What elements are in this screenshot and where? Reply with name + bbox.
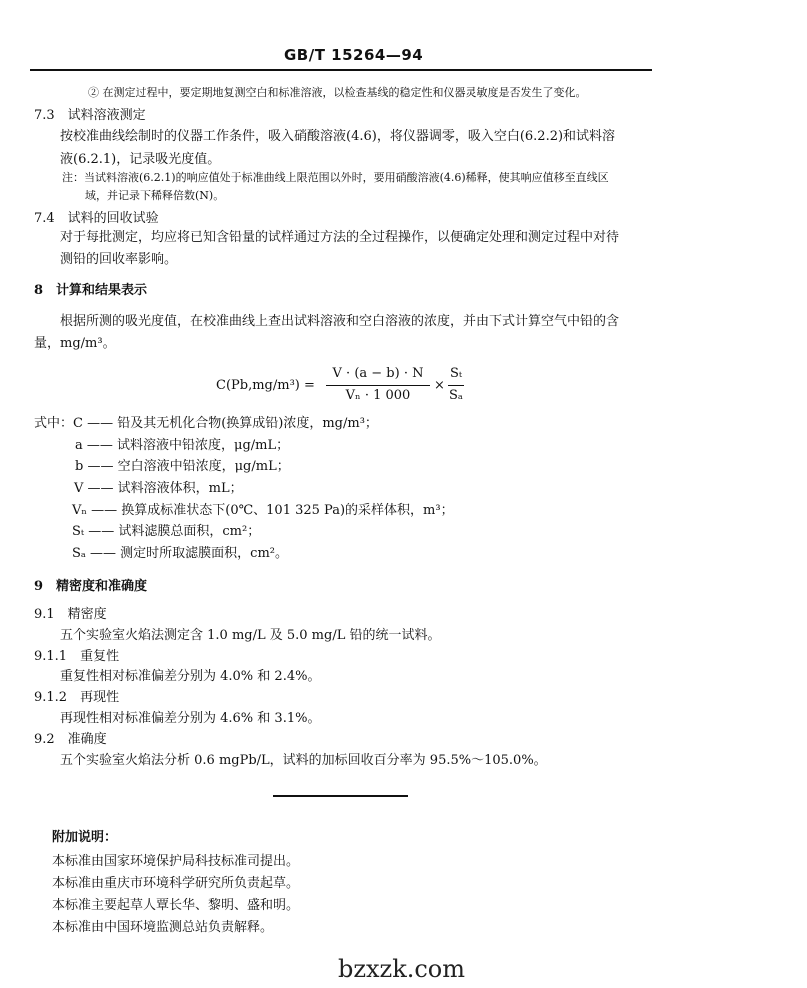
para-7-3-line1: 按校准曲线绘制时的仪器工作条件，吸入硝酸溶液(4.6)，将仪器调零，吸入空白(6.2.2)和试料溶: [60, 129, 616, 144]
para-8-line2: 量，mg/m³。: [34, 336, 116, 351]
formula-numerator: V · (a − b) · N: [332, 366, 424, 381]
formula-denominator: Vₙ · 1 000: [345, 388, 411, 403]
formula-ratio-bar: [448, 385, 464, 386]
appendix-line-2: 本标准由重庆市环境科学研究所负责起草。: [52, 876, 300, 891]
header-rule: [30, 69, 652, 71]
para-8-line1: 根据所测的吸光度值，在校准曲线上查出试料溶液和空白溶液的浓度，并由下式计算空气中铅的含: [60, 314, 620, 329]
heading-7-3: 7.3 试料溶液测定: [34, 108, 146, 123]
para-7-4-line2: 测铅的回收率影响。: [60, 252, 178, 267]
note-top: ② 在测定过程中，要定期地复测空白和标准溶液，以检查基线的稳定性和仪器灵敏度是否发生了变化。: [88, 86, 587, 99]
para-9-2: 五个实验室火焰法分析 0.6 mgPb/L，试料的加标回收百分率为 95.5%～105.0%。: [60, 753, 547, 768]
formula-st: Sₜ: [449, 366, 463, 381]
heading-9-1-2: 9.1.2 再现性: [34, 690, 120, 705]
heading-9-1-1: 9.1.1 重复性: [34, 649, 120, 664]
appendix-line-3: 本标准主要起草人覃长华、黎明、盛和明。: [52, 898, 300, 913]
def-b: b —— 空白溶液中铅浓度，μg/mL；: [75, 459, 290, 474]
note-7-3-line1: 注：当试料溶液(6.2.1)的响应值处于标准曲线上限范围以外时，要用硝酸溶液(4.6)稀释，使其响应值移至直线区: [62, 171, 609, 184]
heading-7-4: 7.4 试料的回收试验: [34, 211, 159, 226]
para-9-1: 五个实验室火焰法测定含 1.0 mg/L 及 5.0 mg/L 铅的统一试料。: [60, 628, 441, 643]
heading-8: 8 计算和结果表示: [34, 283, 148, 298]
formula-lhs: C(Pb,mg/m³) =: [216, 378, 315, 393]
def-a: a —— 试料溶液中铅浓度，μg/mL；: [75, 438, 290, 453]
standard-code: GB/T 15264—94: [284, 46, 424, 64]
para-9-1-1: 重复性相对标准偏差分别为 4.0% 和 2.4%。: [60, 669, 321, 684]
def-sa: Sₐ —— 测定时所取滤膜面积，cm²。: [72, 546, 289, 561]
note-7-3-line2: 域，并记录下稀释倍数(N)。: [85, 189, 225, 202]
para-9-1-2: 再现性相对标准偏差分别为 4.6% 和 3.1%。: [60, 711, 321, 726]
heading-9-2: 9.2 准确度: [34, 732, 107, 747]
para-7-4-line1: 对于每批测定，均应将已知含铅量的试样通过方法的全过程操作，以便确定处理和测定过程中对待: [60, 230, 620, 245]
formula-sa: Sₐ: [449, 388, 463, 403]
watermark: bzxzk.com: [338, 955, 466, 983]
section-divider: [273, 795, 408, 797]
appendix-line-1: 本标准由国家环境保护局科技标准司提出。: [52, 854, 300, 869]
def-c: 式中：C —— 铅及其无机化合物(换算成铅)浓度，mg/m³；: [34, 416, 378, 431]
formula-times: ×: [434, 378, 445, 393]
appendix-line-4: 本标准由中国环境监测总站负责解释。: [52, 920, 274, 935]
def-v: V —— 试料溶液体积，mL；: [74, 481, 243, 496]
heading-9-1: 9.1 精密度: [34, 607, 107, 622]
heading-9: 9 精密度和准确度: [34, 579, 148, 594]
def-st: Sₜ —— 试料滤膜总面积，cm²；: [72, 524, 261, 539]
def-vn: Vₙ —— 换算成标准状态下(0℃、101 325 Pa)的采样体积，m³；: [72, 503, 454, 518]
appendix-title: 附加说明：: [52, 830, 118, 845]
formula-fraction-bar: [326, 385, 430, 386]
para-7-3-line2: 液(6.2.1)，记录吸光度值。: [60, 152, 221, 167]
